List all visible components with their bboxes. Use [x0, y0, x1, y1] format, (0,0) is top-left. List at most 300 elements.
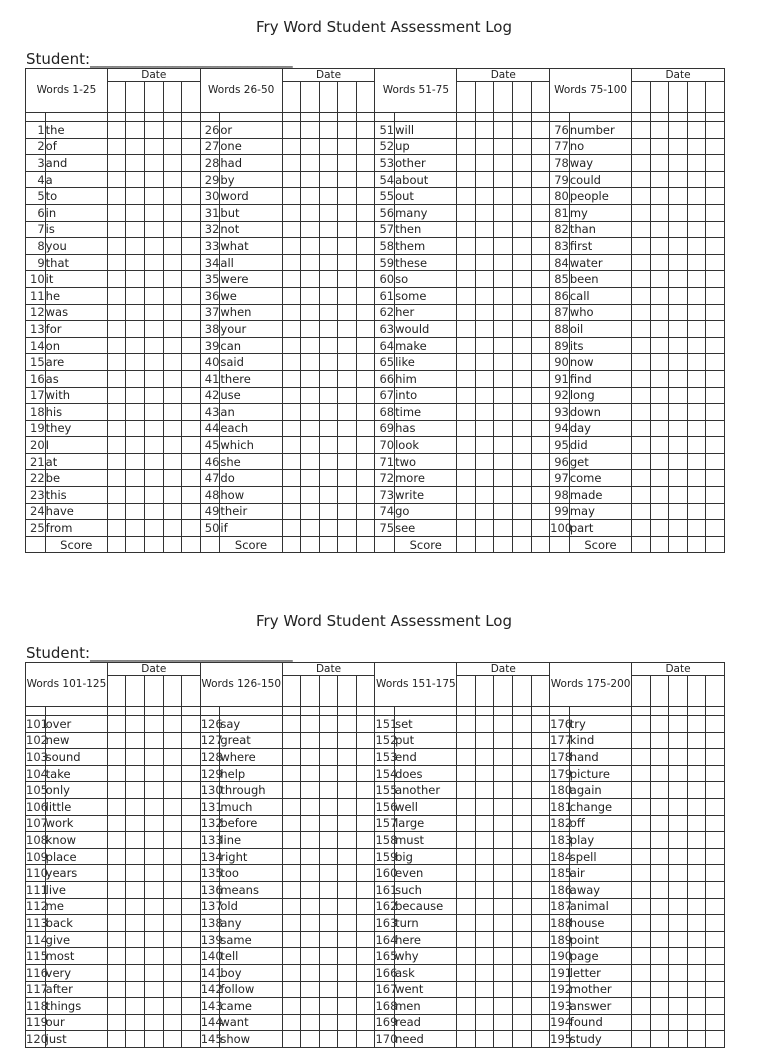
check-cell[interactable] — [338, 387, 357, 404]
check-cell[interactable] — [182, 487, 201, 504]
check-cell[interactable] — [126, 865, 145, 882]
check-cell[interactable] — [356, 287, 375, 304]
check-cell[interactable] — [338, 915, 357, 932]
check-cell[interactable] — [687, 404, 706, 421]
check-cell[interactable] — [632, 370, 651, 387]
check-cell[interactable] — [282, 171, 301, 188]
check-cell[interactable] — [338, 865, 357, 882]
check-cell[interactable] — [650, 832, 669, 849]
check-cell[interactable] — [687, 832, 706, 849]
check-cell[interactable] — [182, 122, 201, 139]
check-cell[interactable] — [301, 732, 320, 749]
check-cell[interactable] — [650, 437, 669, 454]
check-cell[interactable] — [107, 321, 126, 338]
check-cell[interactable] — [687, 470, 706, 487]
check-cell[interactable] — [145, 188, 164, 205]
check-cell[interactable] — [126, 716, 145, 733]
check-cell[interactable] — [338, 487, 357, 504]
date-cell[interactable] — [145, 82, 164, 113]
check-cell[interactable] — [338, 981, 357, 998]
check-cell[interactable] — [687, 898, 706, 915]
check-cell[interactable] — [163, 204, 182, 221]
check-cell[interactable] — [163, 716, 182, 733]
check-cell[interactable] — [163, 420, 182, 437]
check-cell[interactable] — [319, 848, 338, 865]
check-cell[interactable] — [494, 221, 513, 238]
check-cell[interactable] — [475, 1031, 494, 1048]
check-cell[interactable] — [282, 931, 301, 948]
score-cell[interactable] — [145, 536, 164, 553]
check-cell[interactable] — [457, 948, 476, 965]
check-cell[interactable] — [457, 370, 476, 387]
check-cell[interactable] — [475, 304, 494, 321]
date-cell[interactable] — [356, 82, 375, 113]
check-cell[interactable] — [531, 931, 550, 948]
check-cell[interactable] — [531, 815, 550, 832]
check-cell[interactable] — [319, 964, 338, 981]
check-cell[interactable] — [182, 271, 201, 288]
check-cell[interactable] — [145, 765, 164, 782]
check-cell[interactable] — [457, 732, 476, 749]
check-cell[interactable] — [706, 782, 725, 799]
check-cell[interactable] — [282, 749, 301, 766]
check-cell[interactable] — [356, 964, 375, 981]
check-cell[interactable] — [632, 122, 651, 139]
check-cell[interactable] — [182, 337, 201, 354]
check-cell[interactable] — [706, 931, 725, 948]
check-cell[interactable] — [182, 188, 201, 205]
check-cell[interactable] — [650, 221, 669, 238]
check-cell[interactable] — [531, 420, 550, 437]
check-cell[interactable] — [687, 1014, 706, 1031]
check-cell[interactable] — [669, 404, 688, 421]
check-cell[interactable] — [282, 1031, 301, 1048]
check-cell[interactable] — [356, 155, 375, 172]
check-cell[interactable] — [513, 716, 532, 733]
check-cell[interactable] — [319, 881, 338, 898]
check-cell[interactable] — [632, 155, 651, 172]
check-cell[interactable] — [356, 765, 375, 782]
check-cell[interactable] — [145, 404, 164, 421]
check-cell[interactable] — [338, 998, 357, 1015]
check-cell[interactable] — [457, 782, 476, 799]
check-cell[interactable] — [475, 188, 494, 205]
check-cell[interactable] — [457, 155, 476, 172]
check-cell[interactable] — [282, 221, 301, 238]
check-cell[interactable] — [669, 948, 688, 965]
check-cell[interactable] — [182, 138, 201, 155]
check-cell[interactable] — [632, 998, 651, 1015]
score-cell[interactable] — [126, 536, 145, 553]
check-cell[interactable] — [475, 1014, 494, 1031]
check-cell[interactable] — [513, 304, 532, 321]
check-cell[interactable] — [107, 765, 126, 782]
check-cell[interactable] — [163, 155, 182, 172]
check-cell[interactable] — [475, 798, 494, 815]
check-cell[interactable] — [531, 732, 550, 749]
check-cell[interactable] — [107, 832, 126, 849]
check-cell[interactable] — [163, 998, 182, 1015]
check-cell[interactable] — [494, 815, 513, 832]
check-cell[interactable] — [513, 188, 532, 205]
check-cell[interactable] — [107, 716, 126, 733]
check-cell[interactable] — [687, 931, 706, 948]
check-cell[interactable] — [107, 732, 126, 749]
check-cell[interactable] — [338, 404, 357, 421]
check-cell[interactable] — [531, 337, 550, 354]
check-cell[interactable] — [475, 782, 494, 799]
check-cell[interactable] — [163, 404, 182, 421]
check-cell[interactable] — [282, 732, 301, 749]
check-cell[interactable] — [107, 798, 126, 815]
check-cell[interactable] — [513, 948, 532, 965]
check-cell[interactable] — [338, 453, 357, 470]
check-cell[interactable] — [356, 981, 375, 998]
check-cell[interactable] — [669, 503, 688, 520]
date-cell[interactable] — [632, 676, 651, 707]
check-cell[interactable] — [338, 238, 357, 255]
check-cell[interactable] — [531, 155, 550, 172]
check-cell[interactable] — [475, 138, 494, 155]
check-cell[interactable] — [163, 503, 182, 520]
score-cell[interactable] — [282, 536, 301, 553]
check-cell[interactable] — [706, 503, 725, 520]
check-cell[interactable] — [338, 832, 357, 849]
check-cell[interactable] — [531, 782, 550, 799]
check-cell[interactable] — [282, 765, 301, 782]
check-cell[interactable] — [282, 204, 301, 221]
check-cell[interactable] — [531, 881, 550, 898]
check-cell[interactable] — [301, 387, 320, 404]
check-cell[interactable] — [475, 370, 494, 387]
score-cell[interactable] — [531, 536, 550, 553]
check-cell[interactable] — [687, 122, 706, 139]
check-cell[interactable] — [531, 221, 550, 238]
check-cell[interactable] — [706, 470, 725, 487]
check-cell[interactable] — [182, 915, 201, 932]
check-cell[interactable] — [632, 387, 651, 404]
check-cell[interactable] — [301, 898, 320, 915]
check-cell[interactable] — [282, 453, 301, 470]
check-cell[interactable] — [650, 798, 669, 815]
check-cell[interactable] — [319, 782, 338, 799]
check-cell[interactable] — [338, 188, 357, 205]
check-cell[interactable] — [457, 848, 476, 865]
check-cell[interactable] — [126, 964, 145, 981]
check-cell[interactable] — [650, 387, 669, 404]
check-cell[interactable] — [475, 948, 494, 965]
check-cell[interactable] — [356, 732, 375, 749]
check-cell[interactable] — [163, 798, 182, 815]
check-cell[interactable] — [126, 404, 145, 421]
check-cell[interactable] — [182, 287, 201, 304]
check-cell[interactable] — [145, 337, 164, 354]
check-cell[interactable] — [475, 881, 494, 898]
check-cell[interactable] — [513, 453, 532, 470]
check-cell[interactable] — [107, 254, 126, 271]
check-cell[interactable] — [706, 1014, 725, 1031]
check-cell[interactable] — [301, 964, 320, 981]
check-cell[interactable] — [494, 304, 513, 321]
check-cell[interactable] — [145, 998, 164, 1015]
check-cell[interactable] — [145, 503, 164, 520]
check-cell[interactable] — [126, 470, 145, 487]
check-cell[interactable] — [107, 138, 126, 155]
check-cell[interactable] — [319, 337, 338, 354]
date-cell[interactable] — [126, 82, 145, 113]
check-cell[interactable] — [706, 453, 725, 470]
check-cell[interactable] — [475, 865, 494, 882]
check-cell[interactable] — [338, 1014, 357, 1031]
check-cell[interactable] — [706, 520, 725, 537]
check-cell[interactable] — [457, 171, 476, 188]
check-cell[interactable] — [301, 832, 320, 849]
check-cell[interactable] — [650, 487, 669, 504]
check-cell[interactable] — [475, 453, 494, 470]
check-cell[interactable] — [632, 238, 651, 255]
check-cell[interactable] — [163, 815, 182, 832]
check-cell[interactable] — [669, 171, 688, 188]
check-cell[interactable] — [338, 815, 357, 832]
check-cell[interactable] — [145, 470, 164, 487]
check-cell[interactable] — [356, 271, 375, 288]
check-cell[interactable] — [494, 782, 513, 799]
check-cell[interactable] — [494, 520, 513, 537]
check-cell[interactable] — [301, 503, 320, 520]
check-cell[interactable] — [145, 1014, 164, 1031]
score-cell[interactable] — [687, 536, 706, 553]
check-cell[interactable] — [163, 122, 182, 139]
check-cell[interactable] — [126, 782, 145, 799]
check-cell[interactable] — [475, 420, 494, 437]
date-cell[interactable] — [319, 82, 338, 113]
check-cell[interactable] — [531, 138, 550, 155]
check-cell[interactable] — [319, 287, 338, 304]
check-cell[interactable] — [513, 204, 532, 221]
check-cell[interactable] — [126, 981, 145, 998]
check-cell[interactable] — [319, 420, 338, 437]
check-cell[interactable] — [145, 138, 164, 155]
check-cell[interactable] — [669, 238, 688, 255]
check-cell[interactable] — [163, 453, 182, 470]
check-cell[interactable] — [632, 798, 651, 815]
check-cell[interactable] — [531, 354, 550, 371]
check-cell[interactable] — [706, 387, 725, 404]
check-cell[interactable] — [338, 171, 357, 188]
check-cell[interactable] — [457, 122, 476, 139]
check-cell[interactable] — [475, 387, 494, 404]
check-cell[interactable] — [182, 437, 201, 454]
check-cell[interactable] — [282, 716, 301, 733]
check-cell[interactable] — [706, 420, 725, 437]
check-cell[interactable] — [632, 782, 651, 799]
check-cell[interactable] — [513, 487, 532, 504]
score-cell[interactable] — [513, 536, 532, 553]
check-cell[interactable] — [163, 732, 182, 749]
check-cell[interactable] — [338, 881, 357, 898]
check-cell[interactable] — [319, 138, 338, 155]
check-cell[interactable] — [632, 881, 651, 898]
check-cell[interactable] — [338, 304, 357, 321]
check-cell[interactable] — [475, 815, 494, 832]
check-cell[interactable] — [182, 1014, 201, 1031]
check-cell[interactable] — [687, 865, 706, 882]
check-cell[interactable] — [282, 155, 301, 172]
check-cell[interactable] — [475, 122, 494, 139]
check-cell[interactable] — [182, 1031, 201, 1048]
check-cell[interactable] — [687, 254, 706, 271]
check-cell[interactable] — [531, 122, 550, 139]
check-cell[interactable] — [126, 271, 145, 288]
check-cell[interactable] — [145, 832, 164, 849]
check-cell[interactable] — [706, 155, 725, 172]
check-cell[interactable] — [107, 981, 126, 998]
date-cell[interactable] — [301, 676, 320, 707]
check-cell[interactable] — [107, 998, 126, 1015]
check-cell[interactable] — [126, 304, 145, 321]
date-cell[interactable] — [282, 82, 301, 113]
check-cell[interactable] — [107, 437, 126, 454]
check-cell[interactable] — [182, 865, 201, 882]
check-cell[interactable] — [182, 832, 201, 849]
check-cell[interactable] — [126, 155, 145, 172]
check-cell[interactable] — [145, 287, 164, 304]
date-cell[interactable] — [301, 82, 320, 113]
check-cell[interactable] — [494, 370, 513, 387]
check-cell[interactable] — [338, 221, 357, 238]
check-cell[interactable] — [126, 221, 145, 238]
check-cell[interactable] — [126, 503, 145, 520]
check-cell[interactable] — [182, 716, 201, 733]
check-cell[interactable] — [338, 337, 357, 354]
check-cell[interactable] — [356, 749, 375, 766]
check-cell[interactable] — [107, 1031, 126, 1048]
check-cell[interactable] — [301, 981, 320, 998]
check-cell[interactable] — [301, 520, 320, 537]
check-cell[interactable] — [669, 254, 688, 271]
check-cell[interactable] — [356, 138, 375, 155]
check-cell[interactable] — [301, 798, 320, 815]
check-cell[interactable] — [457, 387, 476, 404]
check-cell[interactable] — [669, 304, 688, 321]
check-cell[interactable] — [706, 1031, 725, 1048]
check-cell[interactable] — [457, 354, 476, 371]
check-cell[interactable] — [513, 1031, 532, 1048]
check-cell[interactable] — [301, 716, 320, 733]
check-cell[interactable] — [282, 304, 301, 321]
check-cell[interactable] — [475, 171, 494, 188]
date-cell[interactable] — [319, 676, 338, 707]
check-cell[interactable] — [669, 915, 688, 932]
check-cell[interactable] — [126, 898, 145, 915]
check-cell[interactable] — [650, 337, 669, 354]
check-cell[interactable] — [494, 832, 513, 849]
check-cell[interactable] — [475, 155, 494, 172]
check-cell[interactable] — [182, 898, 201, 915]
check-cell[interactable] — [182, 948, 201, 965]
check-cell[interactable] — [632, 716, 651, 733]
date-cell[interactable] — [163, 82, 182, 113]
check-cell[interactable] — [145, 964, 164, 981]
check-cell[interactable] — [531, 798, 550, 815]
check-cell[interactable] — [301, 122, 320, 139]
check-cell[interactable] — [457, 271, 476, 288]
check-cell[interactable] — [494, 122, 513, 139]
check-cell[interactable] — [319, 765, 338, 782]
date-cell[interactable] — [687, 676, 706, 707]
check-cell[interactable] — [126, 354, 145, 371]
check-cell[interactable] — [163, 782, 182, 799]
check-cell[interactable] — [319, 354, 338, 371]
check-cell[interactable] — [338, 271, 357, 288]
check-cell[interactable] — [319, 404, 338, 421]
check-cell[interactable] — [687, 453, 706, 470]
check-cell[interactable] — [531, 948, 550, 965]
check-cell[interactable] — [145, 122, 164, 139]
check-cell[interactable] — [145, 321, 164, 338]
check-cell[interactable] — [338, 470, 357, 487]
check-cell[interactable] — [319, 122, 338, 139]
check-cell[interactable] — [706, 998, 725, 1015]
date-cell[interactable] — [669, 82, 688, 113]
date-cell[interactable] — [356, 676, 375, 707]
check-cell[interactable] — [494, 188, 513, 205]
check-cell[interactable] — [687, 520, 706, 537]
check-cell[interactable] — [531, 832, 550, 849]
check-cell[interactable] — [182, 304, 201, 321]
check-cell[interactable] — [494, 981, 513, 998]
check-cell[interactable] — [669, 520, 688, 537]
check-cell[interactable] — [338, 765, 357, 782]
check-cell[interactable] — [319, 254, 338, 271]
check-cell[interactable] — [457, 304, 476, 321]
check-cell[interactable] — [145, 171, 164, 188]
date-cell[interactable] — [513, 82, 532, 113]
check-cell[interactable] — [706, 964, 725, 981]
score-cell[interactable] — [706, 536, 725, 553]
check-cell[interactable] — [126, 254, 145, 271]
check-cell[interactable] — [319, 815, 338, 832]
check-cell[interactable] — [669, 848, 688, 865]
check-cell[interactable] — [494, 155, 513, 172]
check-cell[interactable] — [513, 404, 532, 421]
check-cell[interactable] — [513, 437, 532, 454]
check-cell[interactable] — [145, 749, 164, 766]
check-cell[interactable] — [356, 487, 375, 504]
check-cell[interactable] — [107, 271, 126, 288]
check-cell[interactable] — [301, 254, 320, 271]
check-cell[interactable] — [182, 881, 201, 898]
check-cell[interactable] — [182, 998, 201, 1015]
check-cell[interactable] — [632, 964, 651, 981]
check-cell[interactable] — [457, 188, 476, 205]
check-cell[interactable] — [126, 798, 145, 815]
check-cell[interactable] — [687, 815, 706, 832]
check-cell[interactable] — [475, 254, 494, 271]
check-cell[interactable] — [531, 898, 550, 915]
check-cell[interactable] — [513, 321, 532, 338]
check-cell[interactable] — [632, 354, 651, 371]
check-cell[interactable] — [706, 832, 725, 849]
check-cell[interactable] — [457, 832, 476, 849]
check-cell[interactable] — [338, 848, 357, 865]
check-cell[interactable] — [650, 865, 669, 882]
check-cell[interactable] — [706, 798, 725, 815]
check-cell[interactable] — [319, 453, 338, 470]
check-cell[interactable] — [301, 998, 320, 1015]
check-cell[interactable] — [706, 221, 725, 238]
check-cell[interactable] — [457, 964, 476, 981]
